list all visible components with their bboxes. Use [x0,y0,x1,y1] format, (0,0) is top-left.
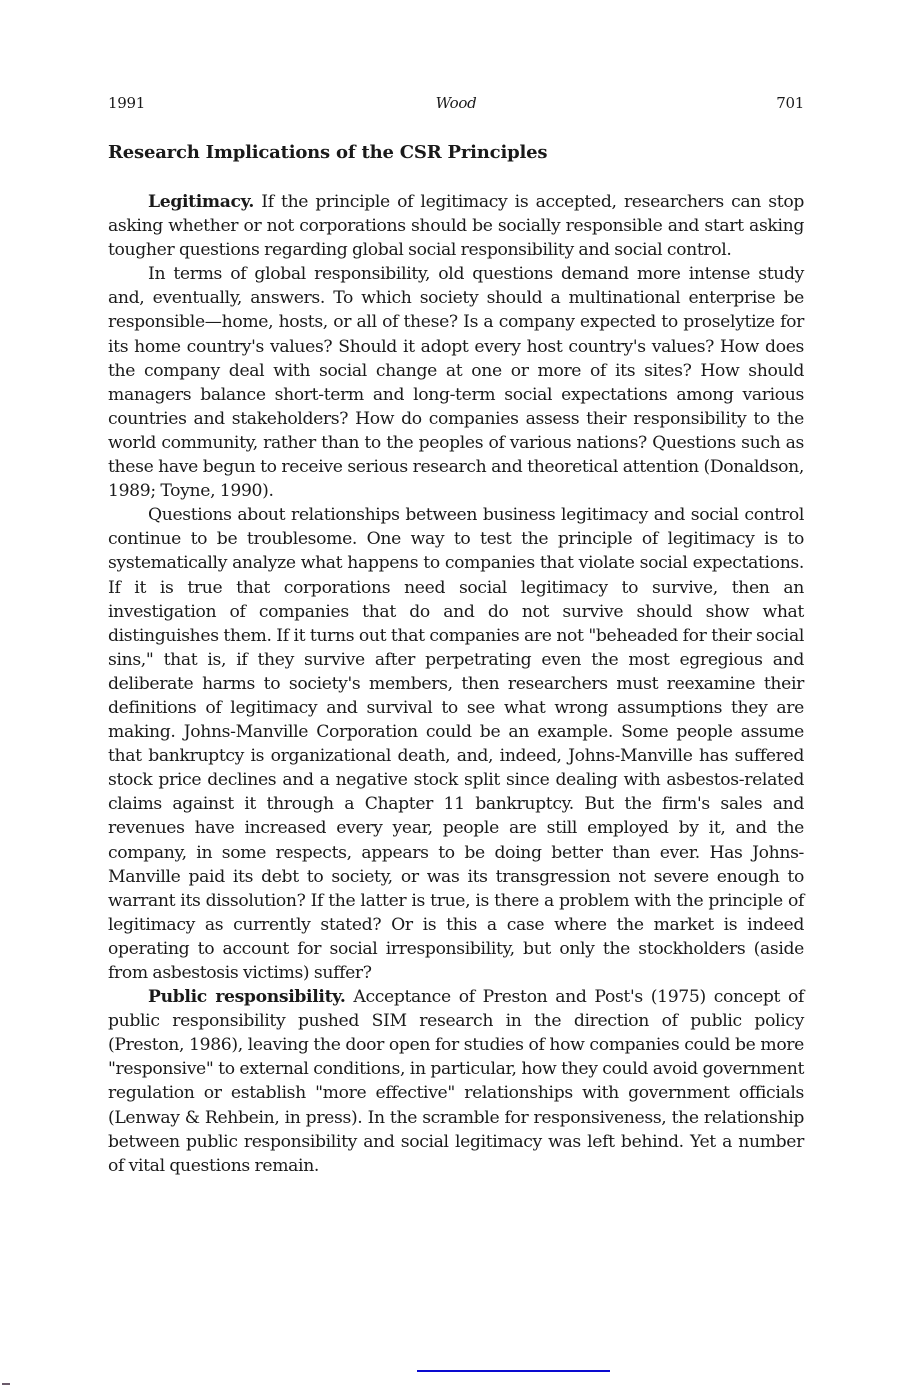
runin-heading-legitimacy: Legitimacy. [148,192,254,212]
body-text [108,190,804,1178]
page-number: 701 [776,94,804,112]
paragraph-legitimacy [108,190,804,262]
running-head-year: 1991 [108,94,145,112]
running-head-author: Wood [435,94,477,112]
paragraph-global-responsibility [108,262,804,503]
paragraph-text: If the principle of legitimacy is accepted, researchers can stop asking whether or not corporations should be socially responsible and start asking tougher questions regarding global social responsibility and social control. [108,192,804,261]
paragraph-text: In terms of global responsibility, old questions demand more intense study and, eventually, answers. To which society should a multinational enterprise be responsible—home, hosts, or all of these? Is a company expected to proselytize for its home country's values? Should it adopt every host country's values? How does the company deal with social change at one or more of its sites? How should managers balance short-term and long-term social expectations among various countries and stakeholders? How do companies assess their responsibility to the world community, rather than to the peoples of various nations? Questions such as these have begun to receive serious research and theoretical attention (Donaldson, 1989; Toyne, 1990). [108,264,804,502]
paragraph-public-responsibility [108,985,804,1178]
section-heading: Research Implications of the CSR Principles [108,142,548,163]
runin-heading-public-responsibility: Public responsibility. [148,987,346,1008]
paragraph-text: Questions about relationships between business legitimacy and social control continue to be troublesome. One way to test the principle of legitimacy is to systematically analyze what happens to companies that violate social expectations. If it is true that corporations need social legitimacy to survive, then an investigation of companies that do and do not survive should show what distinguishes them. If it turns out that companies are not "beheaded for their social sins," that is, if they survive after perpetrating even the most egregious and deliberate harms to society's members, then researchers must reexamine their definitions of legitimacy and survival to see what wrong assumptions they are making. Johns-Manville Corporation could be an example. Some people assume that bankruptcy is organizational death, and, indeed, Johns-Manville has suffered stock price declines and a negative stock split since dealing with asbestos-related claims against it through a Chapter 11 bankruptcy. But the firm's sales and revenues have increased every year, people are still employed by it, and the company, in some respects, appears to be doing better than ever. Has Johns-Manville paid its debt to society, or was its transgression not severe enough to warrant its dissolution? If the latter is true, is there a problem with the principle of legitimacy as currently stated? Or is this a case where the market is indeed operating to account for social irresponsibility, but only the stockholders (aside from asbestosis victims) suffer? [108,505,804,983]
footer-rule [417,1370,610,1372]
paragraph-text: Acceptance of Preston and Post's (1975) concept of public responsibility pushed SIM research in the direction of public policy (Preston, 1986), leaving the door open for studies of how companies could be more "responsive" to external conditions, in particular, how they could avoid government regulation or establish "more effective" relationships with government officials (Lenway & Rehbein, in press). In the scramble for responsiveness, the relationship between public responsibility and social legitimacy was left behind. Yet a number of vital questions remain. [108,987,804,1176]
running-head [108,94,804,116]
paragraph-legitimacy-social-control [108,503,804,985]
